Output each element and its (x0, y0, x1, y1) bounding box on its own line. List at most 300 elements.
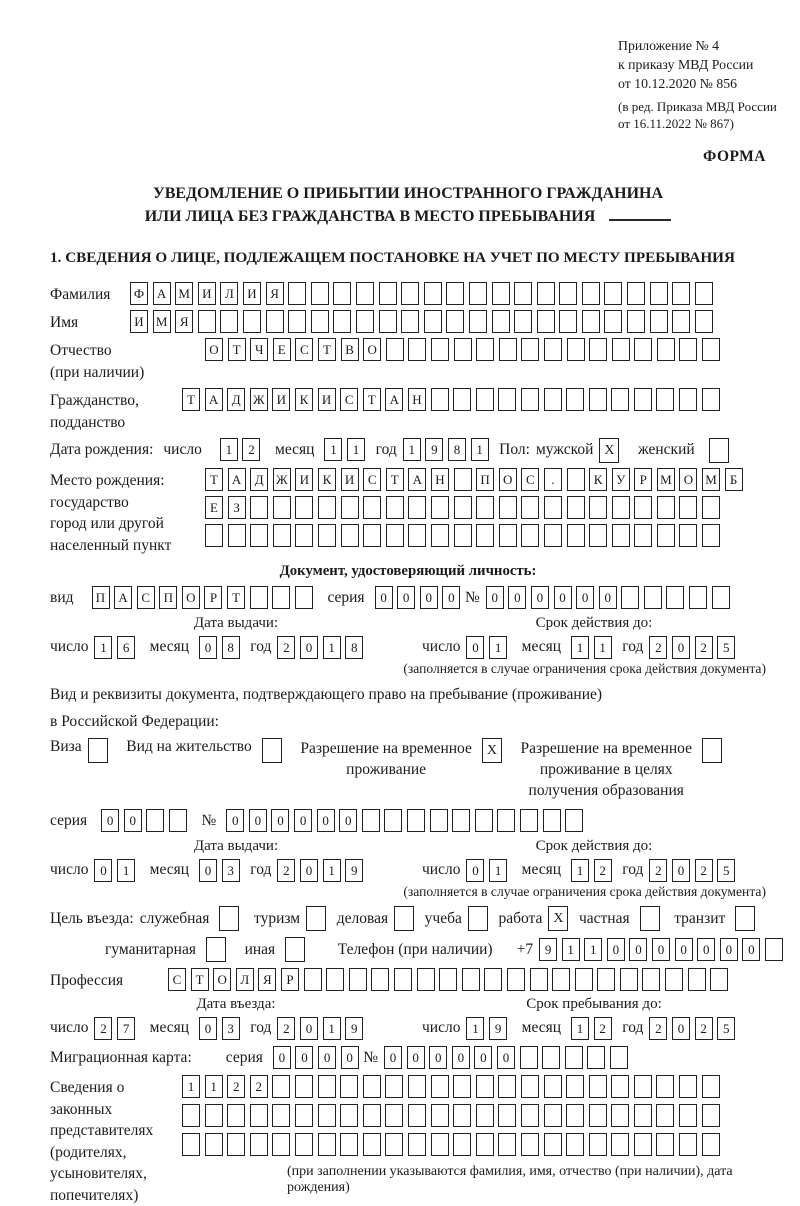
char-box[interactable]: 9 (489, 1017, 507, 1040)
char-box[interactable] (272, 1104, 290, 1127)
char-box[interactable]: 0 (474, 1046, 492, 1069)
char-box[interactable] (318, 1104, 336, 1127)
char-box[interactable] (431, 1075, 449, 1098)
char-box[interactable] (544, 1075, 562, 1098)
char-box[interactable] (611, 1133, 629, 1156)
char-box[interactable] (340, 1104, 358, 1127)
char-box[interactable]: 0 (442, 586, 460, 609)
char-box[interactable]: 1 (323, 859, 341, 882)
char-box[interactable] (431, 1104, 449, 1127)
char-box[interactable] (446, 282, 464, 305)
char-box[interactable] (401, 282, 419, 305)
char-box[interactable]: 0 (318, 1046, 336, 1069)
char-box[interactable] (318, 496, 336, 519)
char-box[interactable] (469, 282, 487, 305)
char-box[interactable] (431, 338, 449, 361)
char-box[interactable]: Я (266, 282, 284, 305)
char-box[interactable]: 0 (508, 586, 526, 609)
char-box[interactable] (611, 1104, 629, 1127)
char-box[interactable]: 0 (420, 586, 438, 609)
char-box[interactable]: 1 (403, 438, 421, 461)
char-box[interactable]: Ч (250, 338, 268, 361)
char-box[interactable] (469, 310, 487, 333)
char-box[interactable] (521, 1104, 539, 1127)
char-box[interactable] (656, 1075, 674, 1098)
char-box[interactable]: 0 (199, 1017, 217, 1040)
char-box[interactable] (650, 310, 668, 333)
char-box[interactable] (182, 1133, 200, 1156)
char-box[interactable] (544, 496, 562, 519)
char-box[interactable]: 0 (94, 859, 112, 882)
char-box[interactable]: О (182, 586, 200, 609)
char-box[interactable] (542, 1046, 560, 1069)
char-box[interactable]: Н (431, 468, 449, 491)
char-box[interactable]: Т (363, 388, 381, 411)
char-box[interactable] (250, 586, 268, 609)
char-box[interactable] (431, 388, 449, 411)
char-box[interactable] (656, 1104, 674, 1127)
char-box[interactable] (318, 1133, 336, 1156)
char-box[interactable]: С (363, 468, 381, 491)
char-box[interactable] (657, 496, 675, 519)
char-box[interactable] (146, 809, 164, 832)
char-box[interactable]: К (589, 468, 607, 491)
char-box[interactable]: 1 (94, 636, 112, 659)
char-box[interactable]: М (702, 468, 720, 491)
char-box[interactable]: 0 (697, 938, 715, 961)
char-box[interactable]: К (295, 388, 313, 411)
char-box[interactable] (544, 1133, 562, 1156)
char-box[interactable] (537, 282, 555, 305)
char-box[interactable]: А (205, 388, 223, 411)
checkbox-work[interactable]: X (548, 906, 568, 931)
char-box[interactable] (702, 1104, 720, 1127)
char-box[interactable] (250, 1133, 268, 1156)
char-box[interactable] (205, 524, 223, 547)
char-box[interactable]: Ф (130, 282, 148, 305)
char-box[interactable] (544, 388, 562, 411)
char-box[interactable] (507, 968, 525, 991)
char-box[interactable] (610, 1046, 628, 1069)
char-box[interactable] (386, 496, 404, 519)
checkbox-official[interactable] (219, 906, 239, 931)
char-box[interactable]: 9 (425, 438, 443, 461)
char-box[interactable]: 0 (407, 1046, 425, 1069)
char-box[interactable]: Е (273, 338, 291, 361)
char-box[interactable]: 0 (300, 1017, 318, 1040)
char-box[interactable] (582, 282, 600, 305)
char-box[interactable]: Т (205, 468, 223, 491)
char-box[interactable]: 1 (220, 438, 238, 461)
char-box[interactable]: 2 (649, 1017, 667, 1040)
char-box[interactable] (431, 1133, 449, 1156)
char-box[interactable] (498, 1075, 516, 1098)
char-box[interactable]: Ж (250, 388, 268, 411)
char-box[interactable]: 2 (277, 859, 295, 882)
char-box[interactable]: 5 (717, 1017, 735, 1040)
char-box[interactable]: И (318, 388, 336, 411)
char-box[interactable] (702, 1133, 720, 1156)
checkbox-tourism[interactable] (306, 906, 326, 931)
checkbox-temporary-residence[interactable]: X (482, 738, 502, 763)
char-box[interactable] (453, 1104, 471, 1127)
char-box[interactable]: Т (227, 586, 245, 609)
char-box[interactable]: Д (250, 468, 268, 491)
char-box[interactable] (604, 282, 622, 305)
char-box[interactable]: Т (386, 468, 404, 491)
char-box[interactable]: Л (236, 968, 254, 991)
char-box[interactable]: Д (227, 388, 245, 411)
char-box[interactable] (341, 496, 359, 519)
char-box[interactable] (379, 282, 397, 305)
char-box[interactable]: 5 (717, 859, 735, 882)
char-box[interactable] (333, 310, 351, 333)
char-box[interactable] (356, 310, 374, 333)
char-box[interactable]: 0 (375, 586, 393, 609)
char-box[interactable]: 0 (452, 1046, 470, 1069)
char-box[interactable] (250, 1104, 268, 1127)
char-box[interactable] (340, 1075, 358, 1098)
char-box[interactable]: Н (408, 388, 426, 411)
char-box[interactable] (205, 1104, 223, 1127)
char-box[interactable] (394, 968, 412, 991)
char-box[interactable] (566, 1133, 584, 1156)
char-box[interactable]: 1 (205, 1075, 223, 1098)
char-box[interactable] (408, 524, 426, 547)
char-box[interactable] (634, 1075, 652, 1098)
char-box[interactable]: 1 (324, 438, 342, 461)
char-box[interactable]: 2 (594, 859, 612, 882)
char-box[interactable] (559, 310, 577, 333)
char-box[interactable] (476, 496, 494, 519)
char-box[interactable] (379, 310, 397, 333)
char-box[interactable] (575, 968, 593, 991)
char-box[interactable] (589, 1133, 607, 1156)
char-box[interactable]: С (340, 388, 358, 411)
char-box[interactable] (417, 968, 435, 991)
char-box[interactable] (492, 310, 510, 333)
char-box[interactable]: К (318, 468, 336, 491)
char-box[interactable]: 0 (397, 586, 415, 609)
char-box[interactable] (521, 524, 539, 547)
char-box[interactable] (702, 524, 720, 547)
char-box[interactable] (408, 1133, 426, 1156)
char-box[interactable]: Б (725, 468, 743, 491)
char-box[interactable] (453, 1075, 471, 1098)
char-box[interactable]: 1 (489, 636, 507, 659)
char-box[interactable] (462, 968, 480, 991)
char-box[interactable] (311, 282, 329, 305)
char-box[interactable] (672, 310, 690, 333)
char-box[interactable]: 1 (323, 1017, 341, 1040)
char-box[interactable]: 0 (607, 938, 625, 961)
char-box[interactable] (620, 968, 638, 991)
char-box[interactable] (679, 388, 697, 411)
char-box[interactable] (333, 282, 351, 305)
char-box[interactable]: 2 (94, 1017, 112, 1040)
char-box[interactable] (227, 1133, 245, 1156)
checkbox-transit[interactable] (735, 906, 755, 931)
char-box[interactable] (634, 388, 652, 411)
char-box[interactable] (587, 1046, 605, 1069)
char-box[interactable]: 0 (629, 938, 647, 961)
char-box[interactable] (356, 282, 374, 305)
char-box[interactable]: 2 (594, 1017, 612, 1040)
char-box[interactable] (220, 310, 238, 333)
char-box[interactable] (169, 809, 187, 832)
char-box[interactable] (198, 310, 216, 333)
char-box[interactable] (521, 338, 539, 361)
char-box[interactable] (567, 524, 585, 547)
char-box[interactable] (702, 388, 720, 411)
char-box[interactable] (408, 1104, 426, 1127)
char-box[interactable] (520, 809, 538, 832)
char-box[interactable] (439, 968, 457, 991)
char-box[interactable]: 9 (539, 938, 557, 961)
char-box[interactable] (385, 1133, 403, 1156)
char-box[interactable]: Т (191, 968, 209, 991)
char-box[interactable]: 0 (429, 1046, 447, 1069)
char-box[interactable] (386, 338, 404, 361)
char-box[interactable]: 0 (486, 586, 504, 609)
char-box[interactable]: М (657, 468, 675, 491)
char-box[interactable]: 2 (277, 636, 295, 659)
char-box[interactable] (454, 524, 472, 547)
char-box[interactable] (520, 1046, 538, 1069)
char-box[interactable] (544, 524, 562, 547)
char-box[interactable]: Е (205, 496, 223, 519)
char-box[interactable] (431, 496, 449, 519)
char-box[interactable]: Л (220, 282, 238, 305)
char-box[interactable]: Р (204, 586, 222, 609)
char-box[interactable]: А (114, 586, 132, 609)
char-box[interactable] (544, 338, 562, 361)
char-box[interactable]: С (137, 586, 155, 609)
char-box[interactable]: П (92, 586, 110, 609)
char-box[interactable] (499, 338, 517, 361)
char-box[interactable]: Т (318, 338, 336, 361)
char-box[interactable] (295, 496, 313, 519)
char-box[interactable] (611, 388, 629, 411)
char-box[interactable] (386, 524, 404, 547)
char-box[interactable]: И (130, 310, 148, 333)
char-box[interactable] (498, 388, 516, 411)
char-box[interactable]: Т (228, 338, 246, 361)
char-box[interactable] (566, 1075, 584, 1098)
char-box[interactable] (272, 1075, 290, 1098)
char-box[interactable]: 0 (672, 859, 690, 882)
char-box[interactable] (385, 1075, 403, 1098)
char-box[interactable]: А (228, 468, 246, 491)
char-box[interactable] (476, 1075, 494, 1098)
char-box[interactable]: 0 (720, 938, 738, 961)
char-box[interactable] (272, 586, 290, 609)
char-box[interactable]: М (153, 310, 171, 333)
char-box[interactable] (589, 338, 607, 361)
char-box[interactable]: 6 (117, 636, 135, 659)
char-box[interactable] (424, 282, 442, 305)
char-box[interactable] (453, 1133, 471, 1156)
char-box[interactable] (521, 1075, 539, 1098)
char-box[interactable]: И (341, 468, 359, 491)
char-box[interactable] (765, 938, 783, 961)
char-box[interactable] (475, 809, 493, 832)
char-box[interactable]: 2 (695, 636, 713, 659)
char-box[interactable] (227, 1104, 245, 1127)
char-box[interactable] (679, 524, 697, 547)
char-box[interactable]: 0 (199, 636, 217, 659)
char-box[interactable] (446, 310, 464, 333)
char-box[interactable]: 0 (576, 586, 594, 609)
char-box[interactable] (250, 524, 268, 547)
char-box[interactable] (566, 388, 584, 411)
char-box[interactable] (621, 586, 639, 609)
char-box[interactable] (182, 1104, 200, 1127)
char-box[interactable]: И (198, 282, 216, 305)
char-box[interactable] (695, 282, 713, 305)
char-box[interactable] (650, 282, 668, 305)
char-box[interactable]: Я (258, 968, 276, 991)
char-box[interactable] (452, 809, 470, 832)
char-box[interactable] (552, 968, 570, 991)
char-box[interactable]: О (499, 468, 517, 491)
char-box[interactable] (498, 1104, 516, 1127)
char-box[interactable]: 0 (531, 586, 549, 609)
char-box[interactable]: И (243, 282, 261, 305)
checkbox-other[interactable] (285, 937, 305, 962)
char-box[interactable] (612, 496, 630, 519)
char-box[interactable] (454, 468, 472, 491)
char-box[interactable] (567, 496, 585, 519)
char-box[interactable]: 1 (471, 438, 489, 461)
char-box[interactable] (566, 1104, 584, 1127)
char-box[interactable] (349, 968, 367, 991)
char-box[interactable] (634, 524, 652, 547)
char-box[interactable]: 2 (649, 859, 667, 882)
char-box[interactable]: 0 (295, 1046, 313, 1069)
char-box[interactable]: 8 (222, 636, 240, 659)
char-box[interactable]: Р (634, 468, 652, 491)
char-box[interactable] (266, 310, 284, 333)
char-box[interactable]: О (679, 468, 697, 491)
char-box[interactable]: 2 (695, 1017, 713, 1040)
checkbox-male[interactable]: X (599, 438, 619, 463)
char-box[interactable] (657, 524, 675, 547)
char-box[interactable] (295, 1104, 313, 1127)
char-box[interactable] (665, 968, 683, 991)
char-box[interactable] (644, 586, 662, 609)
char-box[interactable] (589, 388, 607, 411)
char-box[interactable]: 0 (300, 859, 318, 882)
char-box[interactable]: И (295, 468, 313, 491)
char-box[interactable] (498, 1133, 516, 1156)
char-box[interactable]: 8 (448, 438, 466, 461)
char-box[interactable] (341, 524, 359, 547)
char-box[interactable]: А (408, 468, 426, 491)
char-box[interactable]: 0 (466, 636, 484, 659)
char-box[interactable]: 1 (562, 938, 580, 961)
char-box[interactable] (627, 310, 645, 333)
char-box[interactable] (514, 310, 532, 333)
char-box[interactable]: 0 (300, 636, 318, 659)
char-box[interactable] (228, 524, 246, 547)
char-box[interactable] (634, 1133, 652, 1156)
char-box[interactable] (567, 468, 585, 491)
char-box[interactable] (250, 496, 268, 519)
char-box[interactable] (597, 968, 615, 991)
char-box[interactable] (476, 1133, 494, 1156)
char-box[interactable] (288, 310, 306, 333)
char-box[interactable] (304, 968, 322, 991)
char-box[interactable] (634, 338, 652, 361)
char-box[interactable] (363, 1133, 381, 1156)
char-box[interactable]: 1 (182, 1075, 200, 1098)
char-box[interactable] (363, 1075, 381, 1098)
char-box[interactable] (679, 496, 697, 519)
char-box[interactable]: 1 (489, 859, 507, 882)
char-box[interactable]: О (213, 968, 231, 991)
char-box[interactable]: 1 (594, 636, 612, 659)
char-box[interactable]: 0 (384, 1046, 402, 1069)
char-box[interactable]: 1 (323, 636, 341, 659)
char-box[interactable] (484, 968, 502, 991)
char-box[interactable] (408, 496, 426, 519)
char-box[interactable]: 0 (672, 1017, 690, 1040)
char-box[interactable] (666, 586, 684, 609)
char-box[interactable] (710, 968, 728, 991)
char-box[interactable] (243, 310, 261, 333)
char-box[interactable] (318, 1075, 336, 1098)
char-box[interactable]: 0 (652, 938, 670, 961)
char-box[interactable] (318, 524, 336, 547)
char-box[interactable] (559, 282, 577, 305)
char-box[interactable]: И (272, 388, 290, 411)
char-box[interactable] (311, 310, 329, 333)
char-box[interactable] (589, 496, 607, 519)
char-box[interactable] (371, 968, 389, 991)
char-box[interactable]: 3 (222, 1017, 240, 1040)
char-box[interactable]: 0 (317, 809, 335, 832)
char-box[interactable] (642, 968, 660, 991)
char-box[interactable] (543, 809, 561, 832)
char-box[interactable] (521, 496, 539, 519)
char-box[interactable]: 1 (347, 438, 365, 461)
char-box[interactable] (611, 1075, 629, 1098)
char-box[interactable]: Т (182, 388, 200, 411)
char-box[interactable] (656, 1133, 674, 1156)
char-box[interactable] (295, 524, 313, 547)
char-box[interactable]: 0 (101, 809, 119, 832)
char-box[interactable] (582, 310, 600, 333)
char-box[interactable] (492, 282, 510, 305)
char-box[interactable]: 0 (124, 809, 142, 832)
char-box[interactable]: 0 (554, 586, 572, 609)
char-box[interactable] (712, 586, 730, 609)
char-box[interactable]: 0 (497, 1046, 515, 1069)
char-box[interactable]: 2 (227, 1075, 245, 1098)
char-box[interactable] (634, 496, 652, 519)
char-box[interactable] (454, 496, 472, 519)
char-box[interactable]: 0 (599, 586, 617, 609)
char-box[interactable] (272, 1133, 290, 1156)
char-box[interactable] (430, 809, 448, 832)
checkbox-study[interactable] (468, 906, 488, 931)
char-box[interactable] (589, 1104, 607, 1127)
char-box[interactable] (362, 809, 380, 832)
char-box[interactable]: 5 (717, 636, 735, 659)
char-box[interactable] (407, 809, 425, 832)
char-box[interactable]: О (363, 338, 381, 361)
